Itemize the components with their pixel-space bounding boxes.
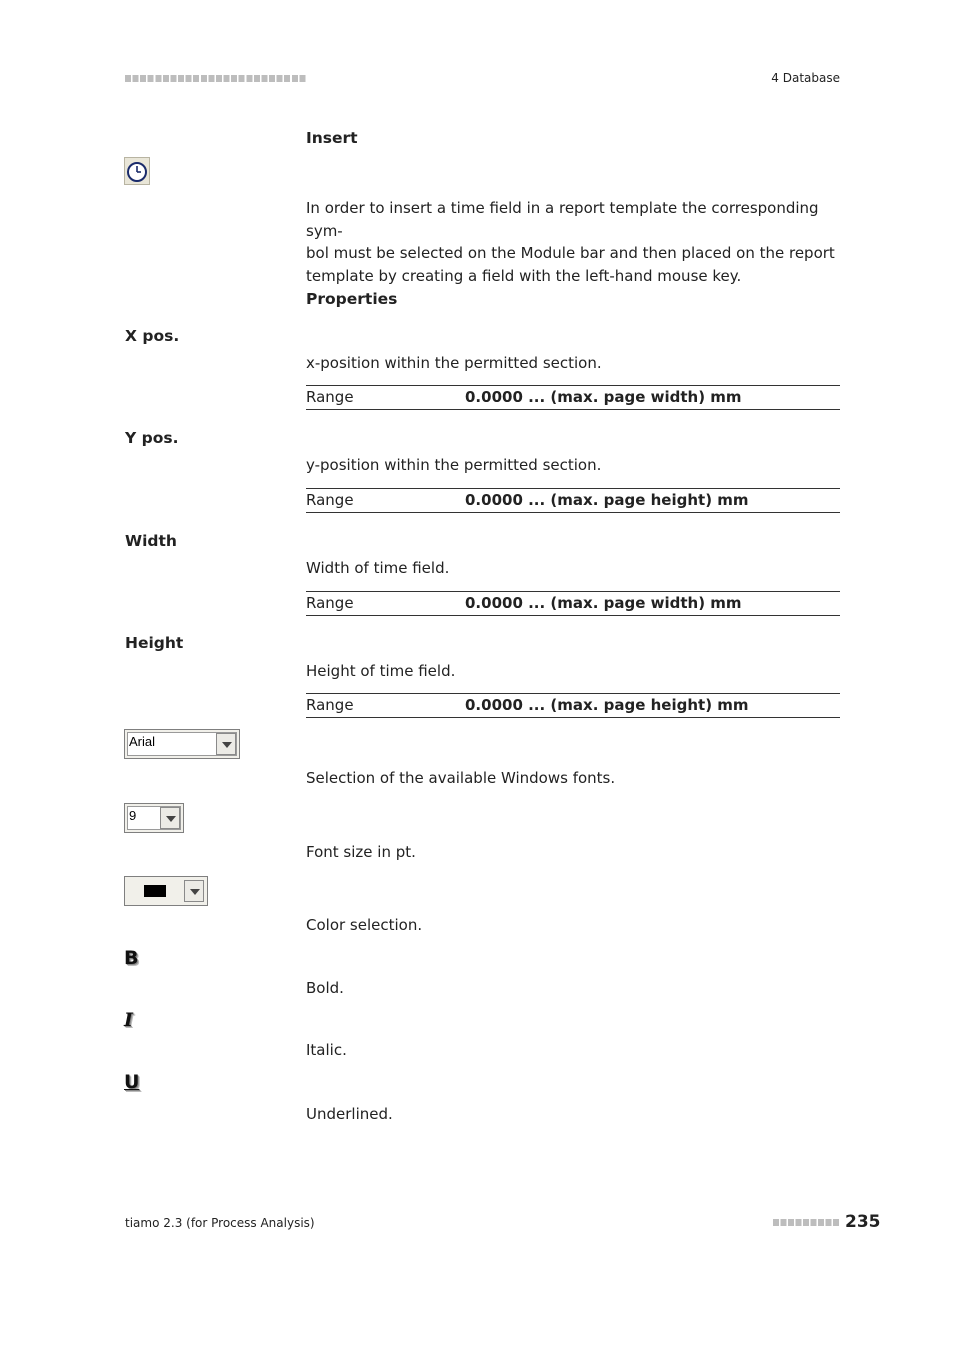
height-desc: Height of time field. bbox=[306, 662, 456, 680]
ypos-desc: y-position within the permitted section. bbox=[306, 456, 602, 474]
color-swatch bbox=[144, 885, 166, 897]
range-key: Range bbox=[306, 696, 354, 714]
insert-heading: Insert bbox=[306, 129, 358, 147]
xpos-range-row bbox=[306, 385, 840, 410]
insert-text-line1: In order to insert a time field in a report template the corresponding sym- bbox=[306, 199, 819, 240]
range-key: Range bbox=[306, 594, 354, 612]
bold-icon[interactable]: B bbox=[124, 947, 139, 969]
clock-icon[interactable] bbox=[124, 157, 150, 185]
range-value: 0.0000 ... (max. page width) mm bbox=[465, 388, 742, 406]
color-select[interactable] bbox=[124, 876, 208, 906]
font-size-value: 9 bbox=[129, 808, 137, 823]
chevron-down-icon[interactable] bbox=[184, 880, 204, 902]
xpos-desc: x-position within the permitted section. bbox=[306, 354, 602, 372]
chevron-down-icon[interactable] bbox=[216, 733, 236, 755]
italic-desc: Italic. bbox=[306, 1041, 347, 1059]
bold-desc: Bold. bbox=[306, 979, 344, 997]
font-select-value: Arial bbox=[129, 734, 156, 749]
width-label: Width bbox=[125, 532, 177, 550]
font-size-desc: Font size in pt. bbox=[306, 843, 416, 861]
width-range-row bbox=[306, 591, 840, 616]
xpos-label: X pos. bbox=[125, 327, 180, 345]
font-select-desc: Selection of the available Windows fonts. bbox=[306, 769, 616, 787]
height-label: Height bbox=[125, 634, 184, 652]
properties-heading: Properties bbox=[306, 290, 398, 308]
range-key: Range bbox=[306, 491, 354, 509]
range-value: 0.0000 ... (max. page height) mm bbox=[465, 491, 749, 509]
header-decoration bbox=[125, 75, 307, 82]
underline-desc: Underlined. bbox=[306, 1105, 393, 1123]
ypos-label: Y pos. bbox=[125, 429, 179, 447]
color-select-desc: Color selection. bbox=[306, 916, 423, 934]
insert-description bbox=[306, 197, 841, 287]
footer-product: tiamo 2.3 (for Process Analysis) bbox=[125, 1216, 315, 1230]
range-value: 0.0000 ... (max. page width) mm bbox=[465, 594, 742, 612]
font-size-select[interactable] bbox=[124, 803, 184, 833]
insert-text-line3: template by creating a field with the left-hand mouse key. bbox=[306, 266, 742, 285]
range-key: Range bbox=[306, 388, 354, 406]
range-value: 0.0000 ... (max. page height) mm bbox=[465, 696, 749, 714]
italic-icon[interactable]: I bbox=[124, 1009, 133, 1031]
page-number: 235 bbox=[845, 1212, 881, 1232]
font-select[interactable] bbox=[124, 729, 240, 759]
chapter-title: 4 Database bbox=[771, 71, 840, 85]
width-desc: Width of time field. bbox=[306, 559, 450, 577]
insert-text-line2: bol must be selected on the Module bar and then placed on the report bbox=[306, 244, 835, 262]
ypos-range-row bbox=[306, 488, 840, 513]
height-range-row bbox=[306, 693, 840, 718]
underline-icon[interactable]: U bbox=[124, 1071, 140, 1093]
chevron-down-icon[interactable] bbox=[160, 807, 180, 829]
footer-decoration bbox=[773, 1219, 839, 1226]
